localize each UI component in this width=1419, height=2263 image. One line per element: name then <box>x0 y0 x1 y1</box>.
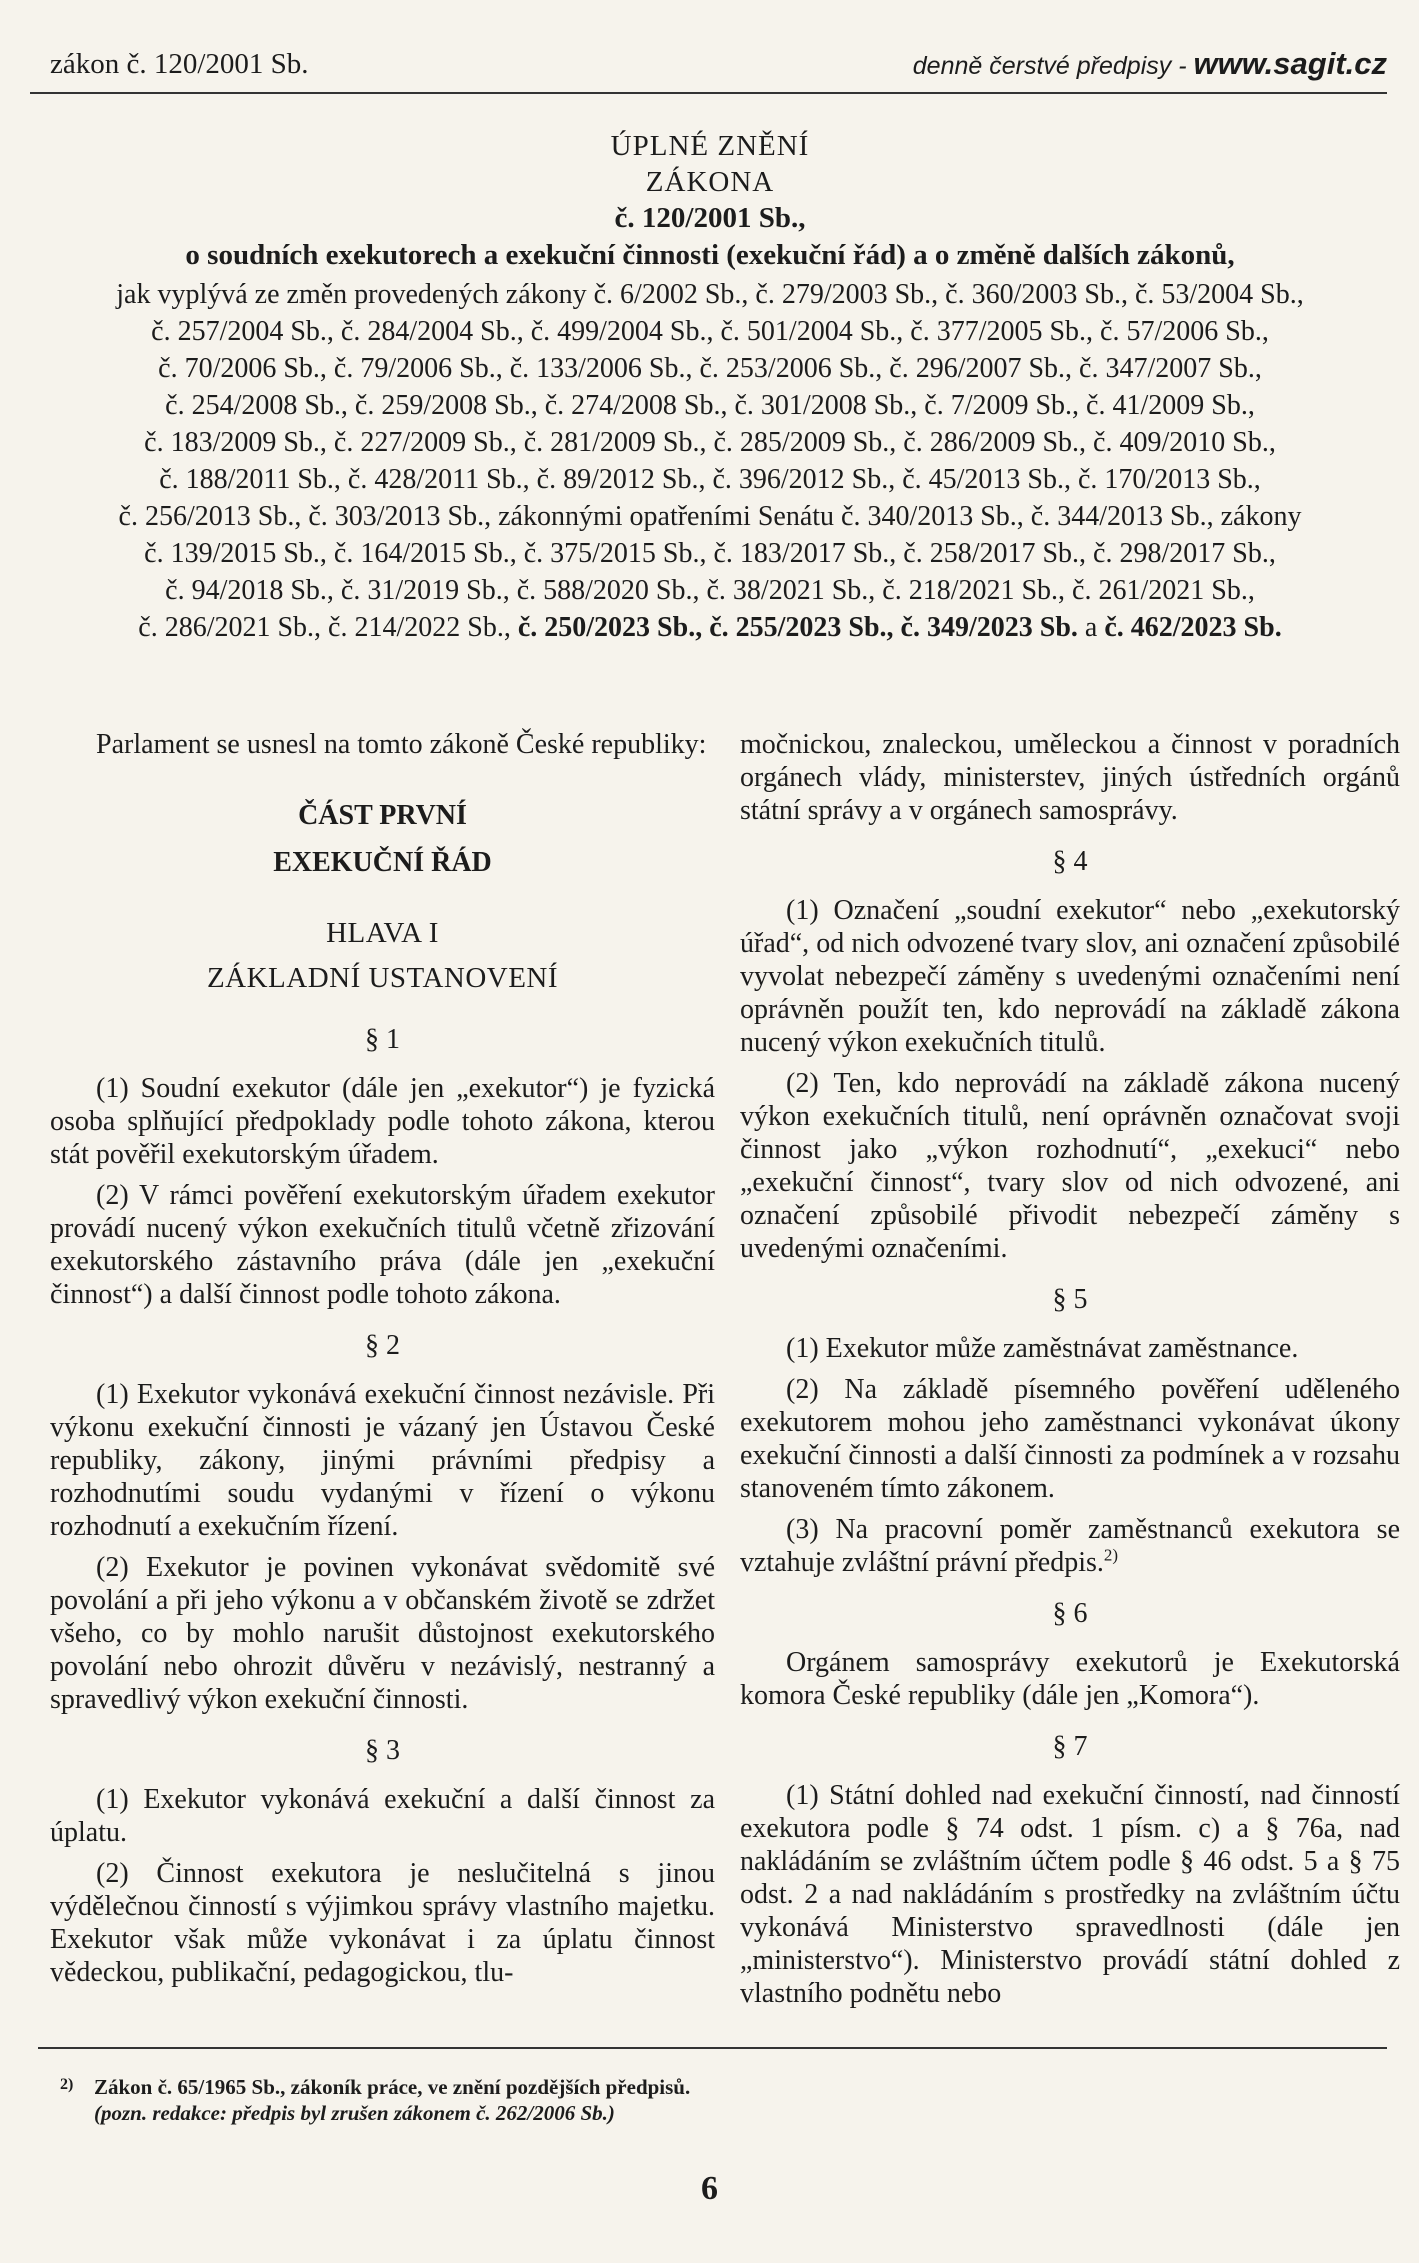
header-rule <box>30 92 1387 94</box>
amendment-line: č. 188/2011 Sb., č. 428/2011 Sb., č. 89/2012 Sb., č. 396/2012 Sb., č. 45/2013 Sb., č. 170/2013 Sb., <box>159 464 1261 495</box>
amendments-list <box>40 276 1380 646</box>
paragraph: (2) Na základě písemného pověření uděleného exekutorem mohou jeho zaměstnanci vykonávat úkony exekuční činnosti a další činnosti za podmínek a v rozsahu stanoveném tímto zákonem. <box>740 1374 1400 1504</box>
footnote-reference[interactable]: 2) <box>1103 1545 1119 1565</box>
amendment-conjunction: a <box>1077 612 1105 643</box>
part-heading: ČÁST PRVNÍ <box>298 800 467 831</box>
section-heading: § 2 <box>365 1330 400 1361</box>
right-column <box>740 728 1400 2018</box>
title-line-law: ZÁKONA <box>645 166 775 198</box>
amendment-line: č. 139/2015 Sb., č. 164/2015 Sb., č. 375/2015 Sb., č. 183/2017 Sb., č. 258/2017 Sb., č. 298/2017 Sb., <box>144 538 1276 569</box>
amendment-plain: č. 286/2021 Sb., č. 214/2022 Sb., <box>138 612 518 643</box>
section-heading: § 3 <box>365 1735 400 1766</box>
section-heading: § 4 <box>1052 846 1088 877</box>
paragraph: (1) Označení „soudní exekutor“ nebo „exekutorský úřad“, od nich odvozené tvary slov, ani označení způsobilé vyvolat nebezpečí záměny s uvedenými označeními není oprávněn použít ten, kdo neprovádí na základě zákona nucený výkon exekučních titulů. <box>740 895 1400 1058</box>
section-heading: § 6 <box>1052 1598 1088 1629</box>
footnote <box>60 2074 690 2126</box>
header-law-number: zákon č. 120/2001 Sb. <box>50 48 309 80</box>
left-column <box>50 728 715 1997</box>
amendment-bold: č. 462/2023 Sb. <box>1104 612 1282 643</box>
chapter-heading: HLAVA I <box>326 917 439 949</box>
paragraph: (2) Exekutor je povinen vykonávat svědomitě své povolání a při jeho výkonu a v občanském životě se zdržet všeho, co by mohlo narušit důstojnost exekutorského povolání nebo ohrozit důvěru v nezávislý, nestranný a spravedlivý výkon exekuční činnosti. <box>50 1552 715 1715</box>
chapter-title: ZÁKLADNÍ USTANOVENÍ <box>206 962 559 994</box>
amendment-line: jak vyplývá ze změn provedených zákony č. 6/2002 Sb., č. 279/2003 Sb., č. 360/2003 Sb., č. 53/2004 Sb., <box>116 279 1304 310</box>
part-title: EXEKUČNÍ ŘÁD <box>273 847 492 878</box>
section-heading: § 1 <box>365 1024 400 1055</box>
header-publisher <box>913 46 1387 82</box>
amendment-line: č. 256/2013 Sb., č. 303/2013 Sb., zákonnými opatřeními Senátu č. 340/2013 Sb., č. 344/2013 Sb., zákony <box>118 501 1302 532</box>
header-tagline: denně čerstvé předpisy - <box>912 52 1194 80</box>
paragraph: (1) Státní dohled nad exekuční činností, nad činností exekutora podle § 74 odst. 1 písm. c) a § 76a, nad nakládáním se zvláštním účtem podle § 46 odst. 5 a § 75 odst. 2 a nad nakládáním s prostředky na zvláštním účtu vykonává Ministerstvo spravedlnosti (dále jen „ministerstvo“). Ministerstvo provádí státní dohled z vlastního podnětu nebo <box>740 1780 1400 2009</box>
amendment-bold: č. 250/2023 Sb., č. 255/2023 Sb., č. 349/2023 Sb. <box>517 612 1078 643</box>
title-line-full-text: ÚPLNÉ ZNĚNÍ <box>610 130 810 162</box>
footnote-editor-note: (pozn. redakce: předpis byl zrušen zákonem č. 262/2006 Sb.) <box>94 2101 615 2125</box>
title-law-number: č. 120/2001 Sb., <box>614 202 806 234</box>
header-website: www.sagit.cz <box>1193 46 1387 81</box>
title-law-name: o soudních exekutorech a exekuční činnosti (exekuční řád) a o změně dalších zákonů, <box>185 239 1235 271</box>
paragraph: (1) Soudní exekutor (dále jen „exekutor“) je fyzická osoba splňující předpoklady podle tohoto zákona, kterou stát pověřil exekutorským úřadem. <box>50 1073 715 1170</box>
amendment-line-last <box>40 609 1380 646</box>
paragraph: (2) Ten, kdo neprovádí na základě zákona nucený výkon exekučních titulů, není oprávněn označovat svoji činnost jako „výkon rozhodnutí“, „exekuci“ nebo „exekuční činnost“, tvary slov od nich odvozené, ani označení způsobilé přivodit nebezpečí záměny s uvedenými označeními. <box>740 1068 1400 1264</box>
paragraph: (1) Exekutor vykonává exekuční činnost nezávisle. Při výkonu exekuční činnosti je vázaný jen Ústavou České republiky, zákony, jinými právními předpisy a rozhodnutími soudu vydanými v řízení o výkonu rozhodnutí a exekučním řízení. <box>50 1379 715 1542</box>
paragraph <box>740 1513 1400 1579</box>
amendment-line: č. 257/2004 Sb., č. 284/2004 Sb., č. 499/2004 Sb., č. 501/2004 Sb., č. 377/2005 Sb., č. 57/2006 Sb., <box>151 316 1269 347</box>
amendment-line: č. 254/2008 Sb., č. 259/2008 Sb., č. 274/2008 Sb., č. 301/2008 Sb., č. 7/2009 Sb., č. 41/2009 Sb., <box>165 390 1255 421</box>
title-block <box>40 128 1380 646</box>
page-number: 6 <box>701 2170 718 2207</box>
section-heading: § 7 <box>1052 1731 1088 1762</box>
paragraph: (1) Exekutor může zaměstnávat zaměstnance. <box>786 1333 1299 1364</box>
footnote-text: Zákon č. 65/1965 Sb., zákoník práce, ve znění pozdějších předpisů. <box>94 2075 691 2099</box>
section-heading: § 5 <box>1052 1284 1088 1315</box>
paragraph-continuation: močnickou, znaleckou, uměleckou a činnost v poradních orgánech vlády, ministerstev, jiných ústředních orgánů státní správy a v orgánech samosprávy. <box>740 729 1400 826</box>
paragraph: (1) Exekutor vykonává exekuční a další činnost za úplatu. <box>50 1784 715 1848</box>
paragraph: (2) V rámci pověření exekutorským úřadem exekutor provádí nucený výkon exekučních titulů včetně zřizování exekutorského zástavního práva (dále jen „exekuční činnost“) a další činnost podle tohoto zákona. <box>50 1180 715 1310</box>
footnote-number: 2) <box>60 2076 74 2093</box>
amendment-line: č. 94/2018 Sb., č. 31/2019 Sb., č. 588/2020 Sb., č. 38/2021 Sb., č. 218/2021 Sb., č. 261/2021 Sb., <box>165 575 1255 606</box>
footnote-rule <box>38 2047 1387 2049</box>
amendment-line: č. 70/2006 Sb., č. 79/2006 Sb., č. 133/2006 Sb., č. 253/2006 Sb., č. 296/2007 Sb., č. 347/2007 Sb., <box>158 353 1262 384</box>
paragraph: (2) Činnost exekutora je neslučitelná s jinou výdělečnou činností s výjimkou správy vlastního majetku. Exekutor však může vykonávat i za úplatu činnost vědeckou, publikační, pedagogickou, tlu- <box>50 1858 715 1988</box>
paragraph: Orgánem samosprávy exekutorů je Exekutorská komora České republiky (dále jen „Komora“). <box>740 1647 1400 1711</box>
preamble: Parlament se usnesl na tomto zákoně České republiky: <box>96 729 707 760</box>
paragraph-text: (3) Na pracovní poměr zaměstnanců exekutora se vztahuje zvláštní právní předpis. <box>740 1514 1400 1578</box>
amendment-line: č. 183/2009 Sb., č. 227/2009 Sb., č. 281/2009 Sb., č. 285/2009 Sb., č. 286/2009 Sb., č. 409/2010 Sb., <box>144 427 1276 458</box>
